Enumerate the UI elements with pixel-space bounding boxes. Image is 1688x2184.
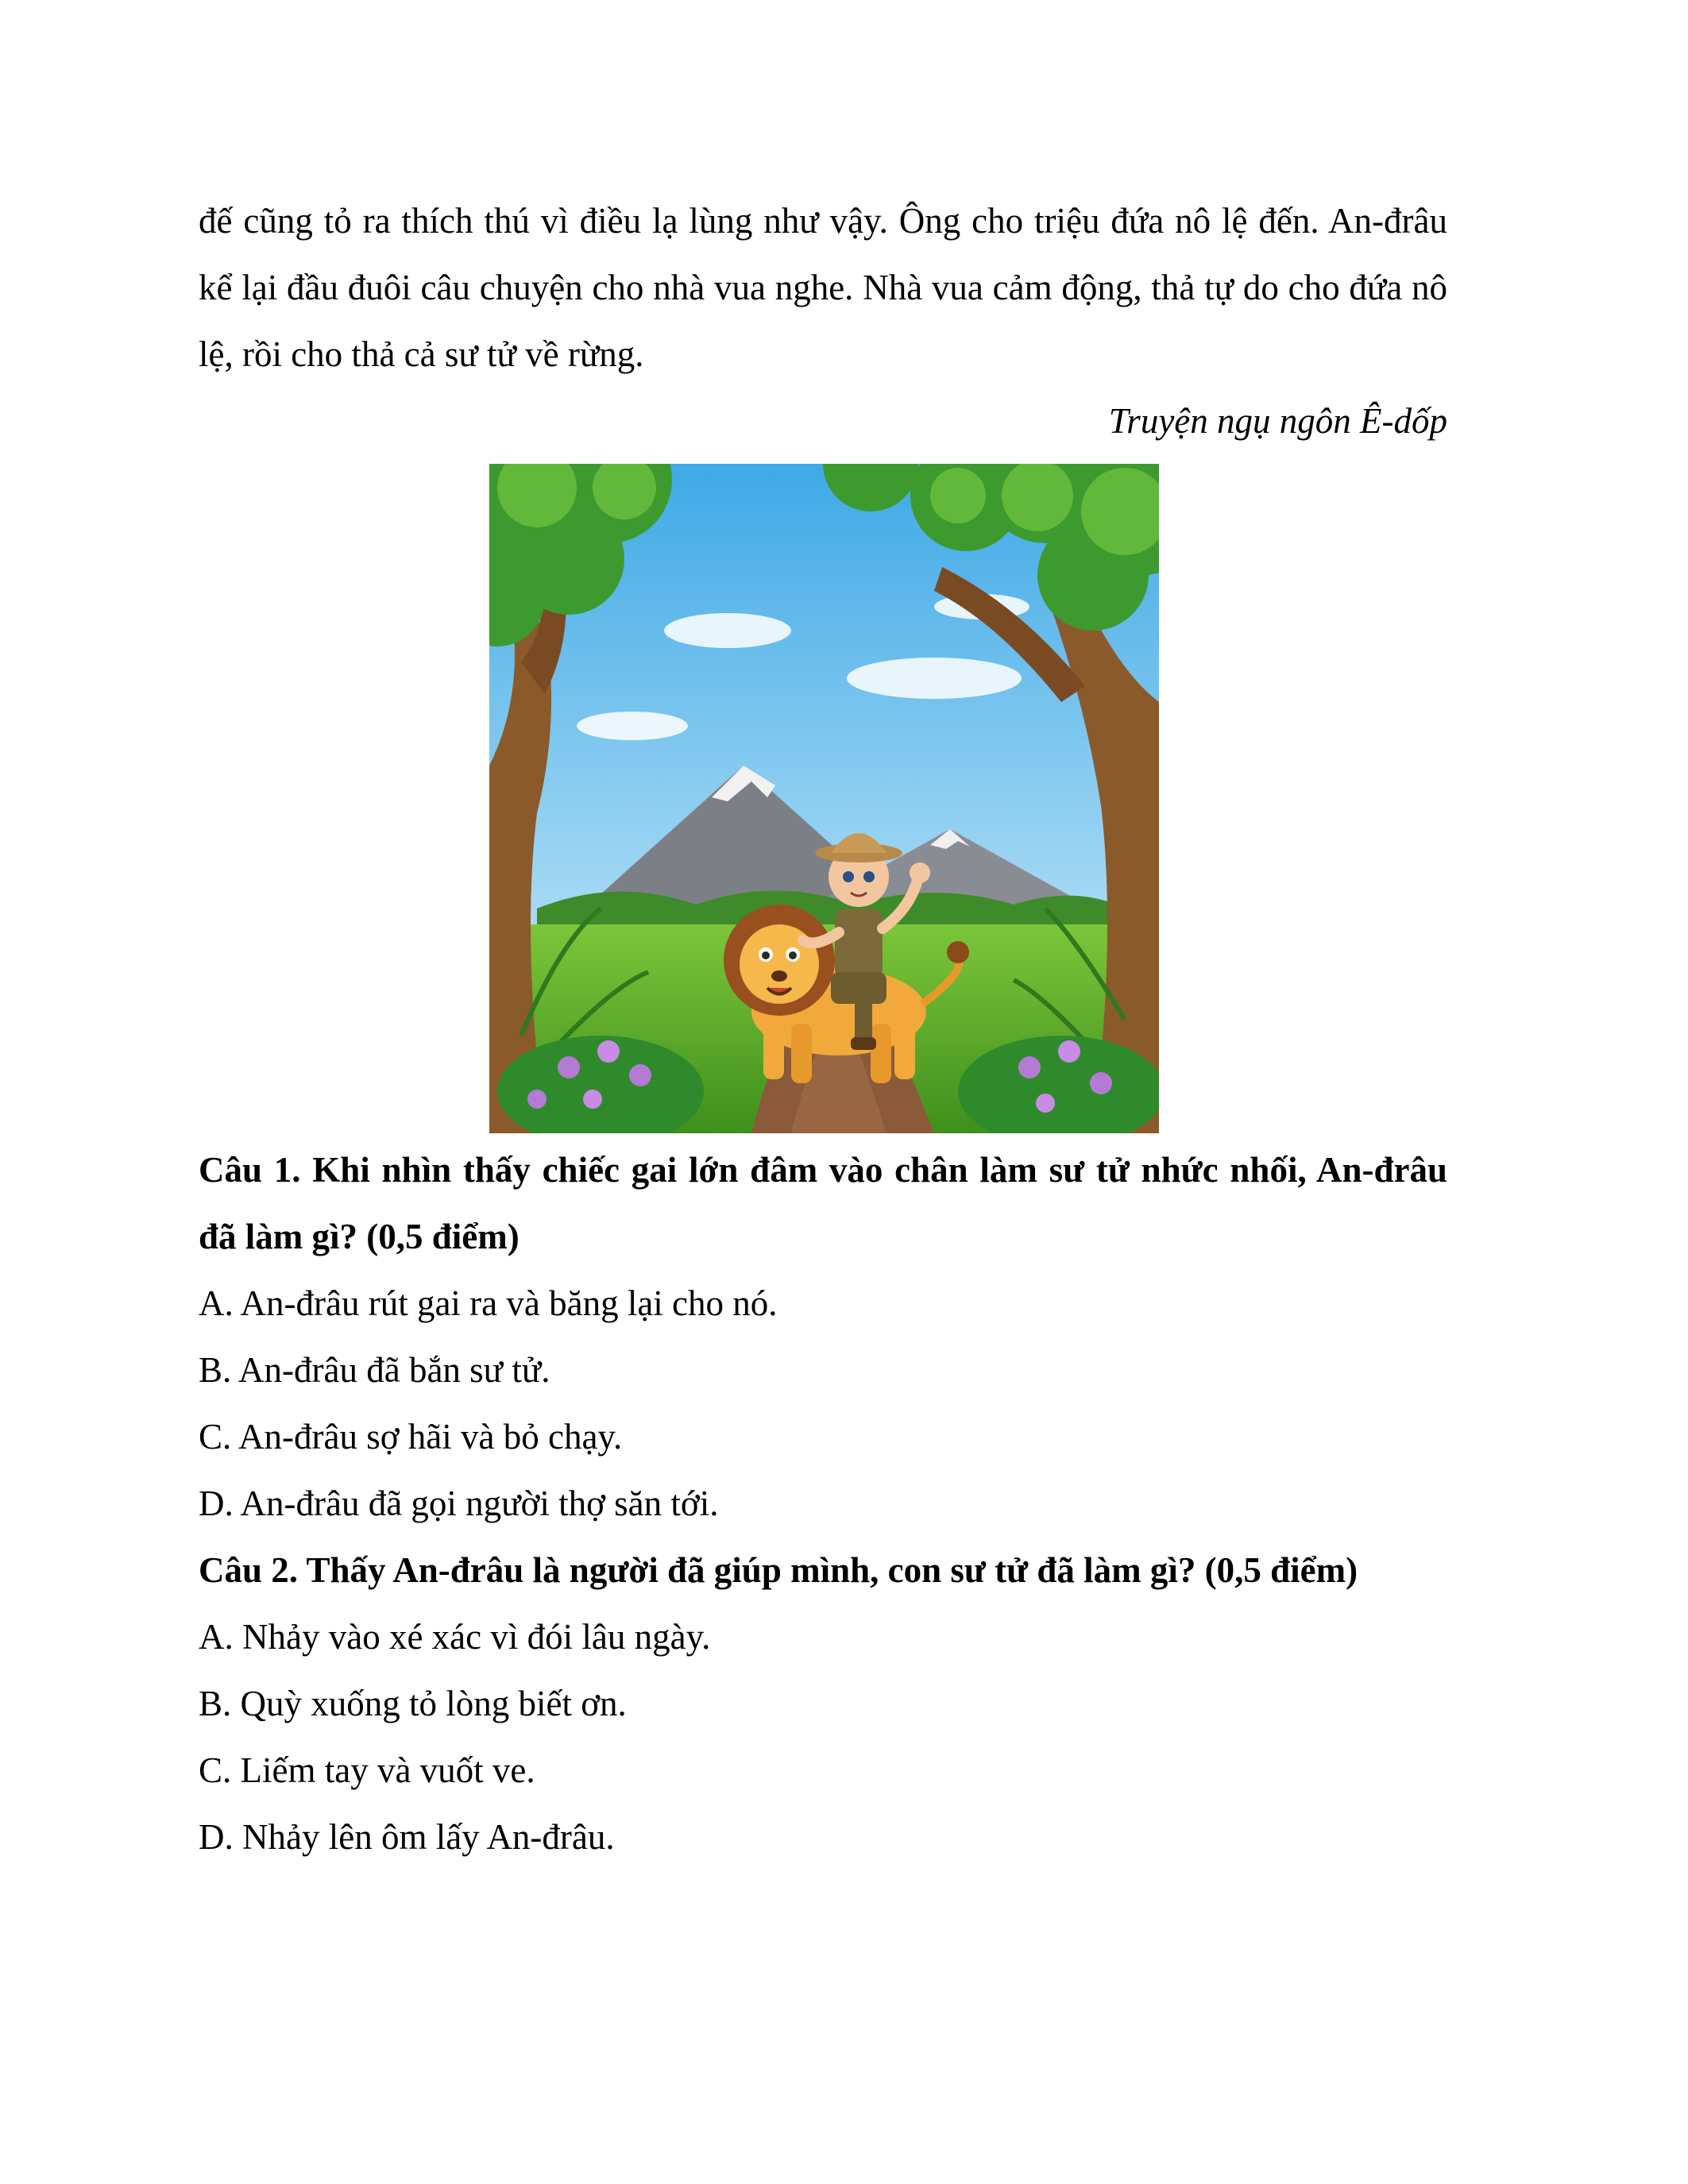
question-1: Câu 1. Khi nhìn thấy chiếc gai lớn đâm vào chân làm sư tử nhức nhối, An-đrâu đã làm gì? (0,5 điểm) bbox=[199, 1150, 1447, 1256]
question-1-option-a: A. An-đrâu rút gai ra và băng lại cho nó. bbox=[199, 1283, 778, 1323]
question-2-option-b: B. Quỳ xuống tỏ lòng biết ơn. bbox=[199, 1684, 627, 1723]
lion-boy-jungle-illustration bbox=[489, 464, 1159, 1133]
document-page bbox=[199, 187, 1447, 1870]
story-paragraph: đế cũng tỏ ra thích thú vì điều lạ lùng như vậy. Ông cho triệu đứa nô lệ đến. An-đrâu kể lại đầu đuôi câu chuyện cho nhà vua nghe. Nhà vua cảm động, thả tự do cho đứa nô lệ, rồi cho thả cả sư tử về rừng. bbox=[199, 201, 1447, 374]
question-2-option-a: A. Nhảy vào xé xác vì đói lâu ngày. bbox=[199, 1617, 711, 1657]
story-source: Truyện ngụ ngôn Ê-dốp bbox=[1108, 401, 1447, 441]
question-1-option-c: C. An-đrâu sợ hãi và bỏ chạy. bbox=[199, 1417, 623, 1457]
story-illustration bbox=[489, 464, 1159, 1133]
question-2-option-c: C. Liếm tay và vuốt ve. bbox=[199, 1750, 535, 1790]
question-2: Câu 2. Thấy An-đrâu là người đã giúp mình, con sư tử đã làm gì? (0,5 điểm) bbox=[199, 1550, 1358, 1590]
question-1-option-b: B. An-đrâu đã bắn sư tử. bbox=[199, 1350, 550, 1390]
question-1-option-d: D. An-đrâu đã gọi người thợ săn tới. bbox=[199, 1484, 719, 1523]
question-2-option-d: D. Nhảy lên ôm lấy An-đrâu. bbox=[199, 1817, 615, 1857]
